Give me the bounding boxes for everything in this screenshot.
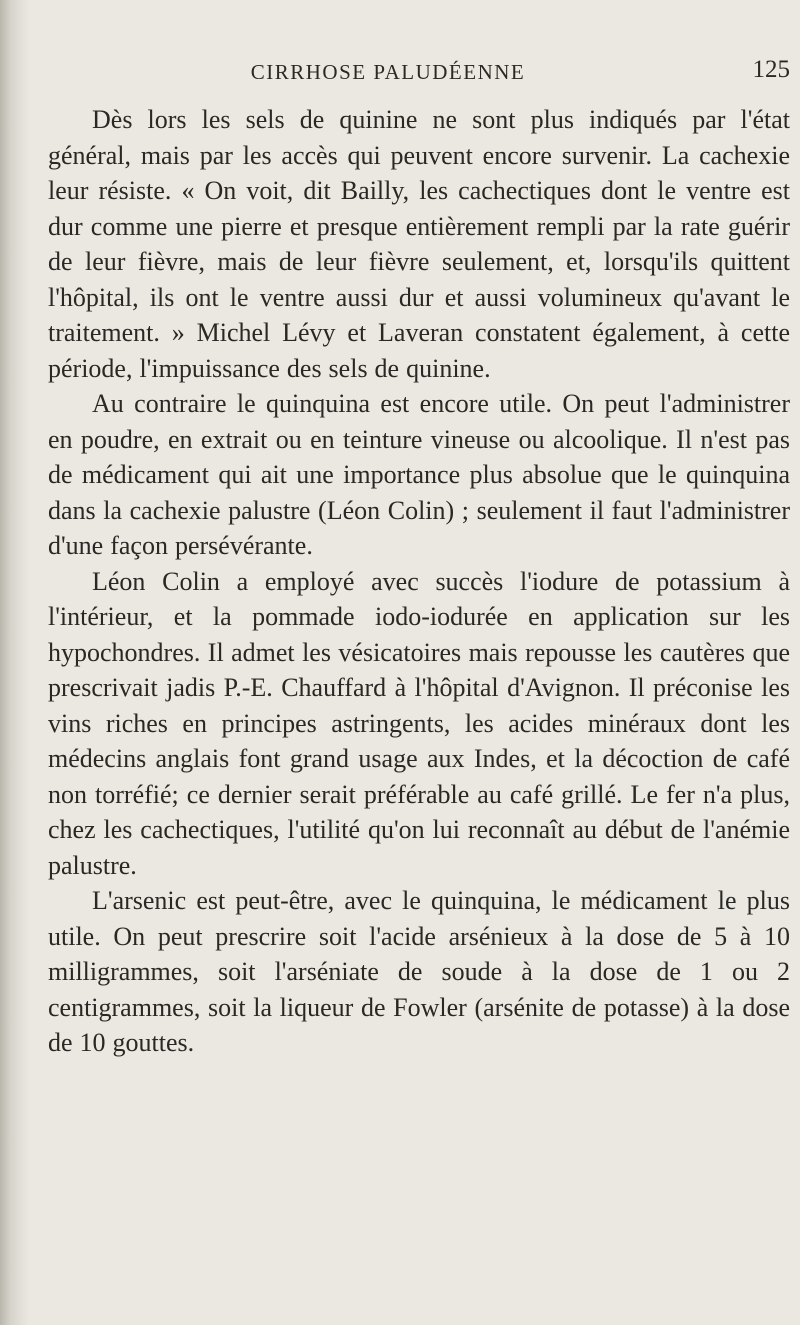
running-title: CIRRHOSE PALUDÉENNE [250, 60, 526, 84]
paragraph-4: L'arsenic est peut-être, avec le quinquina, le médicament le plus utile. On peut prescrire soit l'acide arsénieux à la dose de 5 à 10 milligrammes, soit l'arséniate de soude à la dose de 1 ou 2 centigrammes, soit la liqueur de Fowler (arsénite de potasse) à la dose de 10 gouttes. [48, 886, 790, 1057]
paragraph-1: Dès lors les sels de quinine ne sont plus indiqués par l'état général, mais par les accès qui peuvent encore survenir. La cachexie leur résiste. « On voit, dit Bailly, les cachectiques dont le ventre est dur comme une pierre et presque entièrement rempli par la rate guérir de leur fièvre, mais de leur fièvre seulement, et, lorsqu'ils quittent l'hôpital, ils ont le ventre aussi dur et aussi volumineux qu'avant le traitement. » Michel Lévy et Laveran constatent également, à cette période, l'impuissance des sels de quinine. [48, 105, 790, 383]
running-head [48, 52, 790, 92]
paragraph-3: Léon Colin a employé avec succès l'iodure de potassium à l'intérieur, et la pommade iodo-iodurée en application sur les hypochondres. Il admet les vésicatoires mais repousse les cautères que prescrivait jadis P.-E. Chauffard à l'hôpital d'Avignon. Il préconise les vins riches en principes astringents, les acides minéraux dont les médecins anglais font grand usage aux Indes, et la décoction de café non torréfié; ce dernier serait préférable au café grillé. Le fer n'a plus, chez les cachectiques, l'utilité qu'on lui reconnaît au début de l'anémie palustre. [48, 566, 790, 880]
book-page [48, 0, 790, 1325]
paragraph-2: Au contraire le quinquina est encore utile. On peut l'administrer en poudre, en extrait ou en teinture vineuse ou alcoolique. Il n'est pas de médicament qui ait une importance plus absolue que le quinquina dans la cachexie palustre (Léon Colin) ; seulement il faut l'administrer d'une façon persévérante. [48, 389, 790, 560]
book-gutter-shadow [0, 0, 30, 1325]
body-text [48, 102, 790, 1061]
page-number: 125 [752, 56, 790, 83]
